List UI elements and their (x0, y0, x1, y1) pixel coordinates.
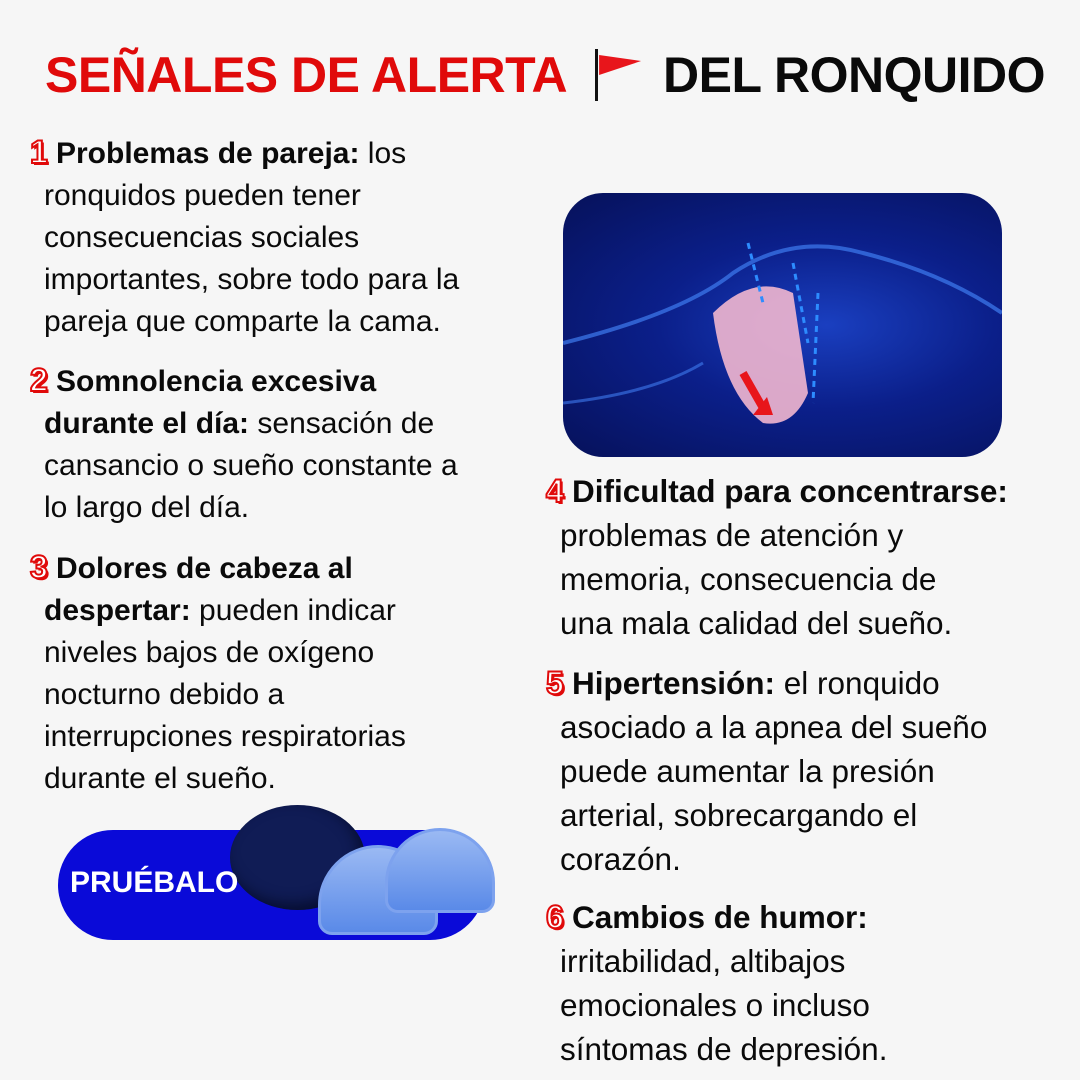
item-text: memoria, consecuencia de (560, 561, 937, 597)
item-text: sensación de (249, 407, 435, 440)
item-line (560, 601, 1008, 645)
item-text: el ronquido (775, 665, 940, 701)
item-text: niveles bajos de oxígeno (44, 636, 375, 669)
item-number-icon: 1 (30, 134, 48, 170)
item-line (30, 359, 458, 403)
warning-item-4 (546, 469, 1008, 645)
item-text: pueden indicar (190, 594, 396, 627)
title-alert: SEÑALES DE ALERTA (45, 47, 568, 103)
item-heading: Cambios de humor: (572, 899, 868, 935)
item-line (44, 758, 406, 800)
item-heading: despertar: (44, 594, 191, 627)
item-text: corazón. (560, 841, 681, 877)
item-heading: Somnolencia excesiva (56, 365, 377, 398)
item-line (44, 175, 459, 217)
item-line (44, 445, 458, 487)
item-text: cansancio o sueño constante a (44, 449, 458, 482)
item-line (30, 131, 459, 175)
item-text: pareja que comparte la cama. (44, 305, 441, 338)
item-text: interrupciones respiratorias (44, 720, 406, 753)
warning-item-1 (30, 131, 460, 343)
item-line (560, 1027, 887, 1071)
item-heading: Dolores de cabeza al (56, 552, 353, 585)
item-text: emocionales o incluso (560, 987, 870, 1023)
item-text: importantes, sobre todo para la (44, 263, 460, 296)
item-line (560, 705, 987, 749)
item-number-icon: 5 (546, 665, 564, 701)
item-line (560, 749, 987, 793)
item-line (30, 546, 406, 590)
warning-item-3 (30, 546, 406, 800)
page-title (45, 46, 1045, 104)
item-text: síntomas de depresión. (560, 1031, 888, 1067)
item-text: consecuencias sociales (44, 221, 360, 254)
item-line (44, 301, 459, 343)
item-line (546, 469, 1008, 513)
item-text: lo largo del día. (44, 491, 250, 524)
item-heading: Dificultad para concentrarse: (572, 473, 1008, 509)
item-line (560, 983, 887, 1027)
item-line (560, 939, 887, 983)
item-line (560, 837, 987, 881)
item-text: ronquidos pueden tener (44, 179, 361, 212)
item-text: problemas de atención y (560, 517, 904, 553)
item-text: los (359, 137, 407, 170)
item-text: una mala calidad del sueño. (560, 605, 953, 641)
item-line (44, 632, 406, 674)
red-flag-icon (593, 47, 641, 103)
snoring-airway-illustration (563, 193, 1002, 457)
item-line (546, 895, 887, 939)
item-heading: Problemas de pareja: (56, 137, 360, 170)
item-number-icon: 4 (546, 473, 564, 509)
item-line (44, 674, 406, 716)
item-line (44, 487, 458, 529)
warning-item-5 (546, 661, 988, 881)
item-text: asociado a la apnea del sueño (560, 709, 988, 745)
item-line (44, 716, 406, 758)
item-text: puede aumentar la presión (560, 753, 935, 789)
item-text: arterial, sobrecargando el (560, 797, 918, 833)
item-text: nocturno debido a (44, 678, 285, 711)
try-it-label[interactable]: PRUÉBALO (70, 866, 239, 899)
item-line (560, 513, 1008, 557)
item-heading: durante el día: (44, 407, 250, 440)
item-line (44, 590, 406, 632)
warning-item-6 (546, 895, 888, 1071)
item-line (44, 217, 459, 259)
item-line (44, 259, 459, 301)
item-heading: Hipertensión: (572, 665, 776, 701)
item-number-icon: 6 (546, 899, 564, 935)
item-text: irritabilidad, altibajos (560, 943, 846, 979)
item-number-icon: 2 (30, 362, 48, 398)
item-text: durante el sueño. (44, 762, 276, 795)
item-line (44, 403, 458, 445)
item-line (560, 793, 987, 837)
item-line (560, 557, 1008, 601)
warning-item-2 (30, 359, 458, 529)
title-rest: DEL RONQUIDO (663, 47, 1045, 103)
item-line (546, 661, 987, 705)
item-number-icon: 3 (30, 549, 48, 585)
